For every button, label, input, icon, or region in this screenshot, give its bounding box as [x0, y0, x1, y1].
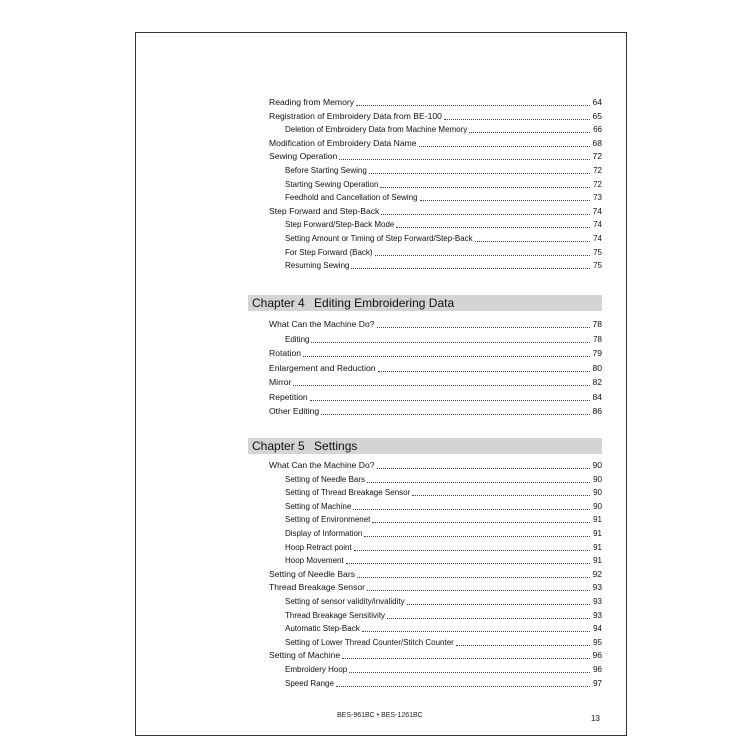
toc-entry-page: 90	[593, 474, 602, 484]
dot-leader	[364, 535, 590, 537]
dot-leader	[469, 131, 590, 133]
toc-entry-label: Before Starting Sewing	[285, 166, 367, 175]
toc-entry	[133, 376, 602, 388]
chapter-5-title: Settings	[314, 439, 358, 453]
toc-entry-page: 73	[593, 193, 602, 203]
toc-entry-label: Mirror	[269, 377, 292, 387]
footer-model-names: BES-961BC • BES-1261BC	[337, 712, 423, 719]
dot-leader	[456, 644, 590, 646]
toc-entry-page: 65	[592, 110, 602, 121]
toc-entry	[133, 554, 602, 566]
toc-entry-label: Step Forward/Step-Back Mode	[285, 220, 395, 230]
toc-entry-page: 80	[592, 362, 602, 373]
toc-entry-label: Embroidery Hoop	[285, 665, 348, 674]
toc-entry-label: For Step Forward (Back)	[285, 247, 373, 257]
chapter-4-number: Chapter 4	[252, 296, 305, 310]
toc-entry-page: 93	[593, 610, 602, 620]
toc-entry-label: Reading from Memory	[269, 97, 355, 107]
chapter-4-heading	[248, 295, 602, 311]
toc-entry-page: 72	[593, 166, 602, 175]
toc-entry-page: 93	[593, 597, 602, 606]
toc-entry-page: 91	[593, 529, 602, 538]
toc-entry-label: Hoop Retract point	[285, 542, 352, 552]
toc-entry-page: 91	[593, 556, 602, 566]
toc-entry-page: 74	[593, 234, 602, 243]
toc-entry	[133, 347, 602, 359]
dot-leader	[367, 481, 590, 483]
toc-entry-label: What Can the Machine Do?	[269, 319, 375, 329]
toc-entry	[133, 513, 602, 525]
toc-entry-label: Starting Sewing Operation	[285, 179, 379, 189]
dot-leader	[444, 118, 590, 120]
toc-entry-label: Automatic Step-Back	[285, 624, 360, 634]
toc-entry	[133, 663, 602, 675]
dot-leader	[369, 172, 590, 174]
toc-entry	[133, 110, 602, 122]
toc-entry-page: 94	[593, 624, 602, 634]
dot-leader	[293, 384, 590, 386]
chapter-5-number: Chapter 5	[252, 439, 305, 453]
dot-leader	[342, 657, 590, 659]
toc-entry-label: Other Editing	[269, 406, 320, 416]
toc-entry-page: 82	[592, 377, 602, 387]
toc-entry	[133, 636, 602, 648]
toc-entry	[133, 581, 602, 593]
toc-entry-label: Step Forward and Step-Back	[269, 205, 380, 216]
toc-entry-label: Setting of Machine	[285, 501, 352, 511]
toc-entry-page: 78	[593, 334, 602, 344]
toc-entry	[133, 677, 602, 689]
toc-entry	[133, 218, 602, 230]
dot-leader	[346, 562, 590, 564]
toc-entry-page: 91	[593, 542, 602, 552]
dot-leader	[311, 341, 590, 343]
dot-leader	[475, 240, 590, 242]
toc-entry-label: Setting of Needle Bars	[285, 474, 366, 484]
toc-entry	[133, 246, 602, 258]
toc-entry-page: 96	[592, 650, 602, 661]
toc-entry-page: 96	[593, 665, 602, 674]
toc-entry-label: Setting of Environmenet	[285, 515, 371, 525]
dot-leader	[377, 467, 590, 469]
dot-leader	[362, 630, 590, 632]
toc-entry-label: Setting Amount or Timing of Step Forward/Step-Back	[285, 234, 473, 243]
dot-leader	[381, 213, 590, 215]
dot-leader	[407, 603, 590, 605]
dot-leader	[349, 671, 590, 673]
dot-leader	[339, 158, 590, 160]
toc-entry-page: 84	[592, 391, 602, 402]
dot-leader	[367, 589, 590, 591]
toc-entry	[133, 164, 602, 176]
toc-entry	[133, 459, 602, 471]
toc-entry-label: Speed Range	[285, 678, 334, 688]
dot-leader	[321, 413, 590, 415]
toc-entry-page: 68	[592, 137, 602, 148]
dot-leader	[380, 186, 590, 188]
toc-entry	[133, 500, 602, 512]
dot-leader	[336, 685, 590, 687]
dot-leader	[303, 355, 590, 357]
toc-entry-label: Setting of Lower Thread Counter/Stitch Counter	[285, 637, 454, 647]
toc-entry	[133, 609, 602, 621]
toc-entry-label: Hoop Movement	[285, 556, 344, 566]
toc-entry	[133, 541, 602, 553]
chapter-4-title: Editing Embroidering Data	[314, 296, 455, 310]
toc-entry	[133, 123, 602, 135]
toc-entry-label: Editing	[285, 334, 310, 344]
toc-entry-page: 74	[592, 205, 602, 216]
toc-entry-page: 92	[592, 568, 602, 579]
dot-leader	[420, 199, 590, 201]
toc-entry-page: 78	[592, 319, 602, 329]
toc-entry	[133, 405, 602, 417]
toc-entry	[133, 259, 602, 271]
toc-entry-label: Setting of Needle Bars	[269, 568, 355, 579]
dot-leader	[419, 145, 590, 147]
toc-entry-page: 90	[593, 501, 602, 511]
toc-entry	[133, 205, 602, 217]
toc-entry	[133, 622, 602, 634]
toc-entry-label: Registration of Embroidery Data from BE-100	[269, 110, 442, 121]
toc-entry	[133, 486, 602, 498]
toc-entry-page: 86	[592, 406, 602, 416]
toc-entry-label: Enlargement and Reduction	[269, 362, 376, 373]
toc-entry	[133, 150, 602, 162]
toc-entry	[133, 527, 602, 539]
toc-entry-label: Feedhold and Cancellation of Sewing	[285, 193, 418, 203]
toc-entry-page: 72	[592, 151, 602, 162]
toc-entry-label: Deletion of Embroidery Data from Machine Memory	[285, 125, 468, 135]
dot-leader	[377, 326, 590, 328]
toc-entry	[133, 595, 602, 607]
toc-entry-label: Thread Breakage Sensitivity	[285, 610, 386, 620]
dot-leader	[356, 104, 590, 106]
toc-entry	[133, 137, 602, 149]
dot-leader	[353, 508, 590, 510]
toc-entry-page: 93	[592, 582, 602, 593]
toc-entry	[133, 96, 602, 108]
toc-entry-label: Repetition	[269, 391, 308, 402]
dot-leader	[351, 267, 590, 269]
toc-entry-label: Setting of Thread Breakage Sensor	[285, 488, 411, 498]
toc-entry-label: Thread Breakage Sensor	[269, 582, 366, 593]
dot-leader	[378, 370, 590, 372]
dot-leader	[396, 226, 590, 228]
toc-entry-page: 66	[593, 125, 602, 135]
toc-entry-page: 64	[592, 97, 602, 107]
toc-entry	[133, 391, 602, 403]
dot-leader	[375, 254, 590, 256]
chapter-5-heading	[248, 438, 602, 454]
dot-leader	[310, 399, 590, 401]
toc-entry-label: Setting of sensor validity/invalidity	[285, 597, 405, 606]
toc-entry-page: 75	[593, 247, 602, 257]
toc-entry	[133, 568, 602, 580]
toc-entry	[133, 178, 602, 190]
toc-entry-page: 90	[593, 488, 602, 498]
toc-entry-label: Setting of Machine	[269, 650, 341, 661]
toc-entry-page: 79	[592, 348, 602, 358]
dot-leader	[357, 576, 590, 578]
footer-page-number: 13	[591, 714, 600, 723]
toc-entry-label: What Can the Machine Do?	[269, 460, 375, 470]
toc-entry-label: Display of Information	[285, 529, 363, 538]
toc-entry-page: 95	[593, 637, 602, 647]
toc-entry-page: 75	[593, 261, 602, 271]
toc-entry-label: Rotation	[269, 348, 302, 358]
toc-entry-page: 91	[593, 515, 602, 525]
toc-entry	[133, 318, 602, 330]
toc-entry	[133, 362, 602, 374]
toc-entry	[133, 232, 602, 244]
dot-leader	[372, 521, 590, 523]
toc-entry-label: Resuming Sewing	[285, 261, 350, 271]
toc-entry	[133, 333, 602, 345]
toc-entry	[133, 473, 602, 485]
dot-leader	[387, 617, 590, 619]
toc-entry	[133, 649, 602, 661]
toc-entry-page: 72	[593, 179, 602, 189]
toc-entry-page: 90	[592, 460, 602, 470]
dot-leader	[412, 494, 590, 496]
toc-entry	[133, 191, 602, 203]
dot-leader	[354, 549, 590, 551]
toc-entry-page: 74	[593, 220, 602, 230]
toc-entry-label: Modification of Embroidery Data Name	[269, 137, 417, 148]
toc-entry-page: 97	[593, 678, 602, 688]
toc-entry-label: Sewing Operation	[269, 151, 338, 162]
